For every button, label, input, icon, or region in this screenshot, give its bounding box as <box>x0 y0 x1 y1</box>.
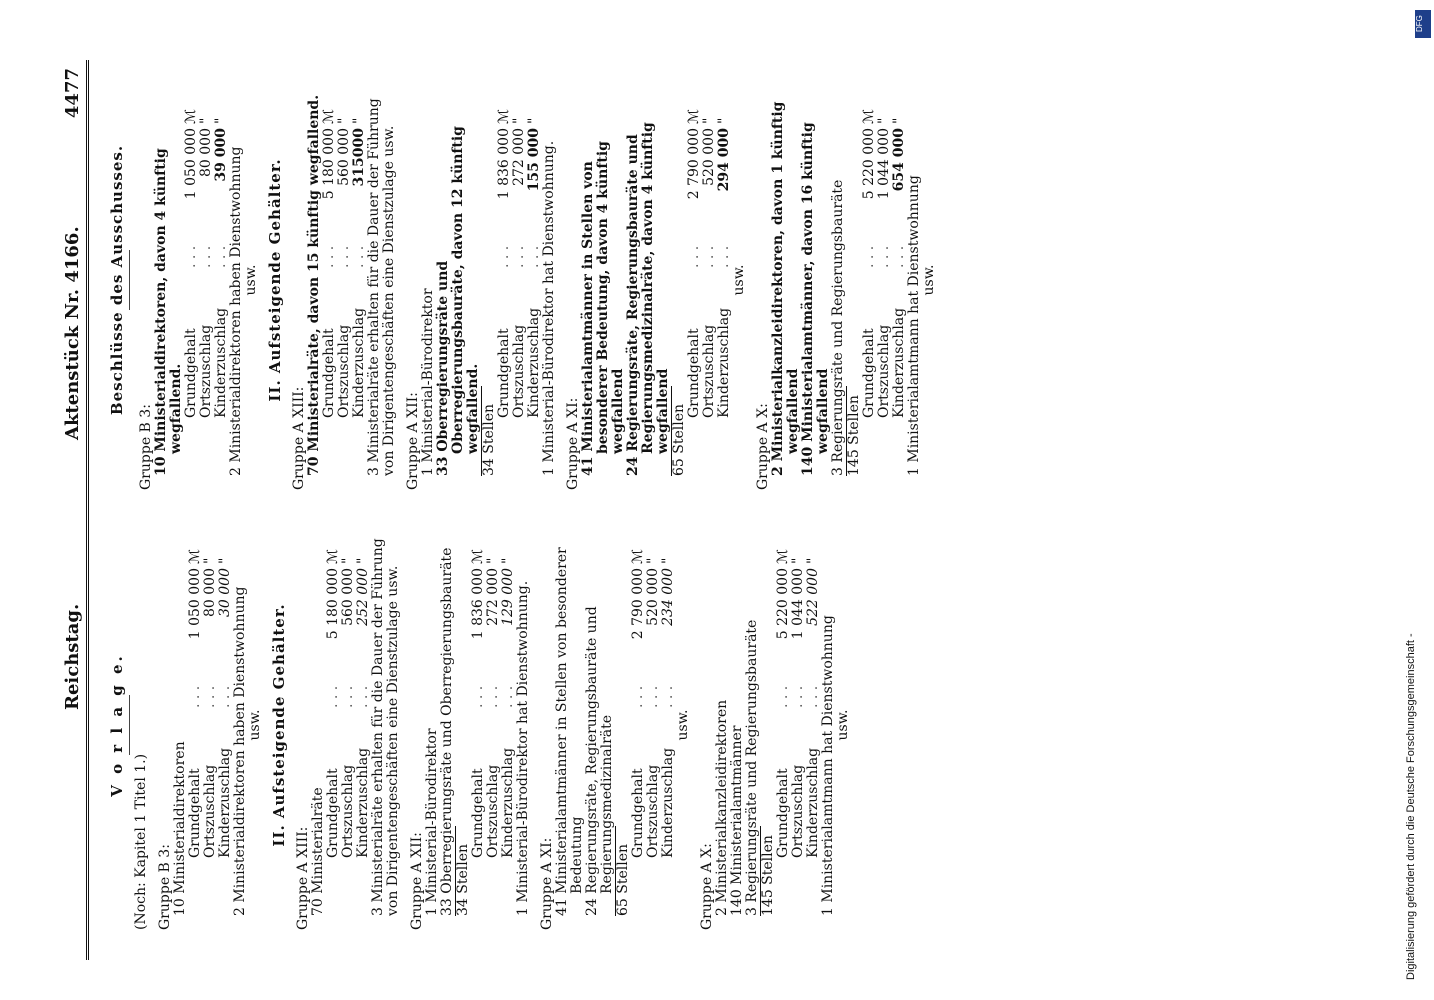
group-heading: Gruppe B 3: <box>157 844 173 930</box>
row-value: 2 790 000 <box>630 568 646 640</box>
document-number: Aktenstück Nr. 4166. <box>62 226 83 440</box>
row-label: Kinderzuschlag <box>213 307 229 418</box>
row-unit: ℳ <box>321 109 337 124</box>
list-item: 41 Ministerialamtmänner in Stellen von besonderer Bedeutung, davon 4 künftig wegfallend <box>580 141 626 476</box>
row-value: 5 220 000 <box>861 128 877 200</box>
table-row: Kinderzuschlag . . . 234 000 " <box>661 520 676 930</box>
table-row: Grundgehalt . . . 5 220 000 ℳ <box>862 70 877 490</box>
note: 1 Ministerial-Bürodirektor hat Dienstwohnung. <box>515 580 531 916</box>
row-value: 1 044 000 <box>876 128 892 200</box>
row-label: Kinderzuschlag <box>217 747 233 858</box>
list-item: 70 Ministerialräte <box>310 787 326 916</box>
row-value: 155 000 <box>526 128 542 192</box>
row-unit: " <box>891 117 907 124</box>
total-positions: 65 Stellen <box>615 826 631 916</box>
table-row: Grundgehalt . . . 2 790 000 ℳ <box>631 520 646 930</box>
funding-caption <box>1405 40 1434 980</box>
row-label: Ortszuschlag <box>701 324 717 418</box>
row-value: 315000 <box>351 128 367 187</box>
row-unit: ℳ <box>861 109 877 124</box>
row-unit: ℳ <box>630 549 646 564</box>
table-row: Kinderzuschlag . . . 294 000 " <box>717 70 732 490</box>
row-unit: " <box>645 557 661 564</box>
row-unit: " <box>198 117 214 124</box>
list-item: 24 Regierungsräte, Regierungsbauräte und Regierungsmedizinalräte <box>584 606 615 916</box>
row-unit: " <box>202 557 218 564</box>
row-label: Kinderzuschlag <box>355 747 371 858</box>
list-item: 2 Ministerialkanzleidirektoren <box>714 699 730 916</box>
row-value: 5 220 000 <box>775 568 791 640</box>
row-unit: " <box>716 117 732 124</box>
row-value: 252 000 <box>355 568 371 626</box>
table-row: Ortszuschlag . . . 272 000 " <box>512 70 527 490</box>
row-label: Ortszuschlag <box>198 324 214 418</box>
row-value: 1 836 000 <box>470 568 486 640</box>
usw: usw. <box>921 264 937 296</box>
row-label: Kinderzuschlag <box>660 747 676 858</box>
page-number: 4477 <box>62 68 83 119</box>
row-value: 522 000 <box>805 568 821 626</box>
row-value: 39 000 <box>213 128 229 182</box>
row-label: Grundgehalt <box>496 328 512 418</box>
row-label: Grundgehalt <box>321 328 337 418</box>
usw: usw. <box>835 709 851 741</box>
row-value: 5 180 000 <box>325 568 341 640</box>
row-label: Kinderzuschlag <box>500 747 516 858</box>
table-row: Grundgehalt . . . 2 790 000 ℳ <box>687 70 702 490</box>
list-item: 2 Ministerialkanzleidirektoren, davon 1 künftig wegfallend <box>770 101 801 476</box>
row-unit: " <box>790 557 806 564</box>
funding-caption-text: Digitalisierung gefördert durch die Deutsche Forschungsgemeinschaft - <box>1405 633 1417 980</box>
row-label: Grundgehalt <box>470 768 486 858</box>
list-item: 1 Ministerial-Bürodirektor <box>424 728 440 916</box>
row-unit: ℳ <box>325 549 341 564</box>
row-unit: " <box>355 557 371 564</box>
row-unit: " <box>526 117 542 124</box>
row-label: Ortszuschlag <box>645 764 661 858</box>
row-unit: " <box>336 117 352 124</box>
row-unit: " <box>876 117 892 124</box>
row-unit: " <box>213 117 229 124</box>
table-row: Grundgehalt . . . 1 050 000 ℳ <box>188 520 203 930</box>
row-label: Grundgehalt <box>630 768 646 858</box>
divider <box>129 695 130 755</box>
group-heading: Gruppe A X: <box>699 843 715 930</box>
dfg-logo: DFG <box>1415 10 1431 38</box>
usw: usw. <box>243 264 259 296</box>
table-row: Ortszuschlag . . . 560 000 " <box>337 70 352 490</box>
list-item: 33 Oberregierungsräte und Oberregierungsbauräte, davon 12 künftig wegfallend. <box>435 126 481 476</box>
group-heading: Gruppe A XI: <box>539 837 555 930</box>
table-row: Grundgehalt . . . 1 836 000 ℳ <box>471 520 486 930</box>
total-positions: 145 Stellen <box>760 826 776 916</box>
row-label: Grundgehalt <box>325 768 341 858</box>
table-row: Grundgehalt . . . 5 220 000 ℳ <box>776 520 791 930</box>
row-unit: ℳ <box>470 549 486 564</box>
row-value: 80 000 <box>202 568 218 617</box>
row-label: Kinderzuschlag <box>526 307 542 418</box>
table-row: Ortszuschlag . . . 1 044 000 " <box>791 520 806 930</box>
row-label: Kinderzuschlag <box>805 747 821 858</box>
list-item: 70 Ministerialräte, davon 15 künftig wegfallend. <box>306 94 322 476</box>
list-item: 1 Ministerial-Bürodirektor <box>420 288 436 476</box>
row-label: Grundgehalt <box>183 328 199 418</box>
table-row: Kinderzuschlag . . . 30 000 " <box>218 520 233 930</box>
table-row: Kinderzuschlag . . . 155 000 " <box>527 70 542 490</box>
row-value: 2 790 000 <box>686 128 702 200</box>
group-heading: Gruppe A XII: <box>405 392 421 490</box>
row-value: 30 000 <box>217 568 233 617</box>
total-positions: 34 Stellen <box>481 386 497 476</box>
row-value: 560 000 <box>336 128 352 186</box>
note: 1 Ministerial-Bürodirektor hat Dienstwohnung. <box>541 140 557 476</box>
row-value: 1 044 000 <box>790 568 806 640</box>
group-heading: Gruppe B 3: <box>138 404 154 490</box>
row-label: Grundgehalt <box>187 768 203 858</box>
note: 1 Ministerialamtmann hat Dienstwohnung <box>820 615 836 916</box>
row-value: 294 000 <box>716 128 732 192</box>
column-beschluesse <box>110 70 937 490</box>
row-value: 272 000 <box>511 128 527 186</box>
row-value: 129 000 <box>500 568 516 626</box>
table-row: Ortszuschlag . . . 80 000 " <box>199 70 214 490</box>
group-heading: Gruppe A X: <box>755 403 771 490</box>
row-value: 1 836 000 <box>496 128 512 200</box>
row-value: 5 180 000 <box>321 128 337 200</box>
table-row: Ortszuschlag . . . 520 000 " <box>646 520 661 930</box>
rotated-document-page <box>60 60 1360 960</box>
usw: usw. <box>675 709 691 741</box>
column-title: Beschlüsse des Ausschusses. <box>108 144 126 416</box>
row-unit: " <box>217 557 233 564</box>
row-label: Grundgehalt <box>775 768 791 858</box>
row-value: 654 000 <box>891 128 907 192</box>
usw: usw. <box>731 264 747 296</box>
table-row: Grundgehalt . . . 5 180 000 ℳ <box>322 70 337 490</box>
list-item: 41 Ministerialamtmänner in Stellen von besonderer Bedeutung <box>554 547 585 916</box>
group-heading: Gruppe A XIII: <box>295 826 311 930</box>
table-row: Kinderzuschlag . . . 129 000 " <box>501 520 516 930</box>
row-label: Ortszuschlag <box>202 764 218 858</box>
note: 2 Ministerialdirektoren haben Dienstwohnung <box>228 146 244 476</box>
row-unit: ℳ <box>183 109 199 124</box>
row-unit: ℳ <box>187 549 203 564</box>
continuation-note: (Noch: Kapitel 1 Titel 1.) <box>133 753 149 930</box>
group-heading: Gruppe A XI: <box>565 397 581 490</box>
row-label: Kinderzuschlag <box>891 307 907 418</box>
group-heading: Gruppe A XII: <box>409 832 425 930</box>
list-item: 33 Oberregierungsräte und Oberregierungsbauräte <box>439 547 455 916</box>
row-unit: " <box>511 117 527 124</box>
row-unit: " <box>485 557 501 564</box>
table-row: Ortszuschlag . . . 520 000 " <box>702 70 717 490</box>
row-unit: " <box>701 117 717 124</box>
row-label: Ortszuschlag <box>876 324 892 418</box>
row-label: Grundgehalt <box>861 328 877 418</box>
list-item: 3 Regierungsräte und Regierungsbauräte <box>830 179 846 476</box>
column-vorlage <box>110 520 851 930</box>
table-row: Kinderzuschlag . . . 315000 " <box>352 70 367 490</box>
row-unit: ℳ <box>686 109 702 124</box>
divider <box>129 250 130 310</box>
table-row: Kinderzuschlag . . . 654 000 " <box>892 70 907 490</box>
section-heading: II. Aufsteigende Gehälter. <box>266 158 284 402</box>
row-label: Kinderzuschlag <box>351 307 367 418</box>
row-value: 234 000 <box>660 568 676 626</box>
row-label: Ortszuschlag <box>336 324 352 418</box>
list-item: 24 Regierungsräte, Regierungsbauräte und Regierungsmedizinalräte, davon 4 künftig wegfallend <box>625 122 671 476</box>
row-label: Ortszuschlag <box>340 764 356 858</box>
table-row: Ortszuschlag . . . 80 000 " <box>203 520 218 930</box>
row-label: Ortszuschlag <box>485 764 501 858</box>
table-row: Ortszuschlag . . . 1 044 000 " <box>877 70 892 490</box>
note: 3 Ministerialräte erhalten für die Dauer der Führung von Dirigentengeschäften eine Dienstzulage usw. <box>370 538 401 916</box>
table-row: Grundgehalt . . . 5 180 000 ℳ <box>326 520 341 930</box>
chamber-name: Reichstag. <box>62 603 83 710</box>
total-positions: 65 Stellen <box>671 386 687 476</box>
note: 3 Ministerialräte erhalten für die Dauer der Führung von Dirigentengeschäften eine Dienstzulage usw. <box>366 98 397 476</box>
list-item: 3 Regierungsräte und Regierungsbauräte <box>744 619 760 916</box>
row-value: 272 000 <box>485 568 501 626</box>
table-row: Kinderzuschlag . . . 252 000 " <box>356 520 371 930</box>
row-unit: ℳ <box>775 549 791 564</box>
row-unit: " <box>805 557 821 564</box>
row-value: 1 050 000 <box>187 568 203 640</box>
page-header <box>60 60 89 960</box>
row-unit: ℳ <box>496 109 512 124</box>
total-positions: 34 Stellen <box>455 826 471 916</box>
row-label: Ortszuschlag <box>511 324 527 418</box>
table-row: Grundgehalt . . . 1 050 000 ℳ <box>184 70 199 490</box>
row-unit: " <box>660 557 676 564</box>
table-row: Grundgehalt . . . 1 836 000 ℳ <box>497 70 512 490</box>
list-item: 140 Ministerialamtmänner, davon 16 künftig wegfallend <box>800 122 831 476</box>
row-value: 520 000 <box>701 128 717 186</box>
table-row: Ortszuschlag . . . 272 000 " <box>486 520 501 930</box>
row-label: Ortszuschlag <box>790 764 806 858</box>
row-label: Grundgehalt <box>686 328 702 418</box>
usw: usw. <box>247 709 263 741</box>
row-label: Kinderzuschlag <box>716 307 732 418</box>
list-item: 10 Ministerialdirektoren <box>172 741 188 916</box>
row-value: 560 000 <box>340 568 356 626</box>
row-value: 80 000 <box>198 128 214 177</box>
group-heading: Gruppe A XIII: <box>291 386 307 490</box>
table-row: Kinderzuschlag . . . 522 000 " <box>806 520 821 930</box>
table-row: Kinderzuschlag . . . 39 000 " <box>214 70 229 490</box>
list-item: 140 Ministerialamtmänner <box>729 725 745 916</box>
total-positions: 145 Stellen <box>846 386 862 476</box>
list-item: 10 Ministerialdirektoren, davon 4 künftig wegfallend. <box>153 148 184 476</box>
row-value: 520 000 <box>645 568 661 626</box>
row-value: 1 050 000 <box>183 128 199 200</box>
row-unit: " <box>351 117 367 124</box>
section-heading: II. Aufsteigende Gehälter. <box>270 603 288 847</box>
note: 2 Ministerialdirektoren haben Dienstwohnung <box>232 586 248 916</box>
column-title: V o r l a g e. <box>108 653 126 797</box>
table-row: Ortszuschlag . . . 560 000 " <box>341 520 356 930</box>
note: 1 Ministerialamtmann hat Dienstwohnung <box>906 175 922 476</box>
row-unit: " <box>340 557 356 564</box>
row-unit: " <box>500 557 516 564</box>
